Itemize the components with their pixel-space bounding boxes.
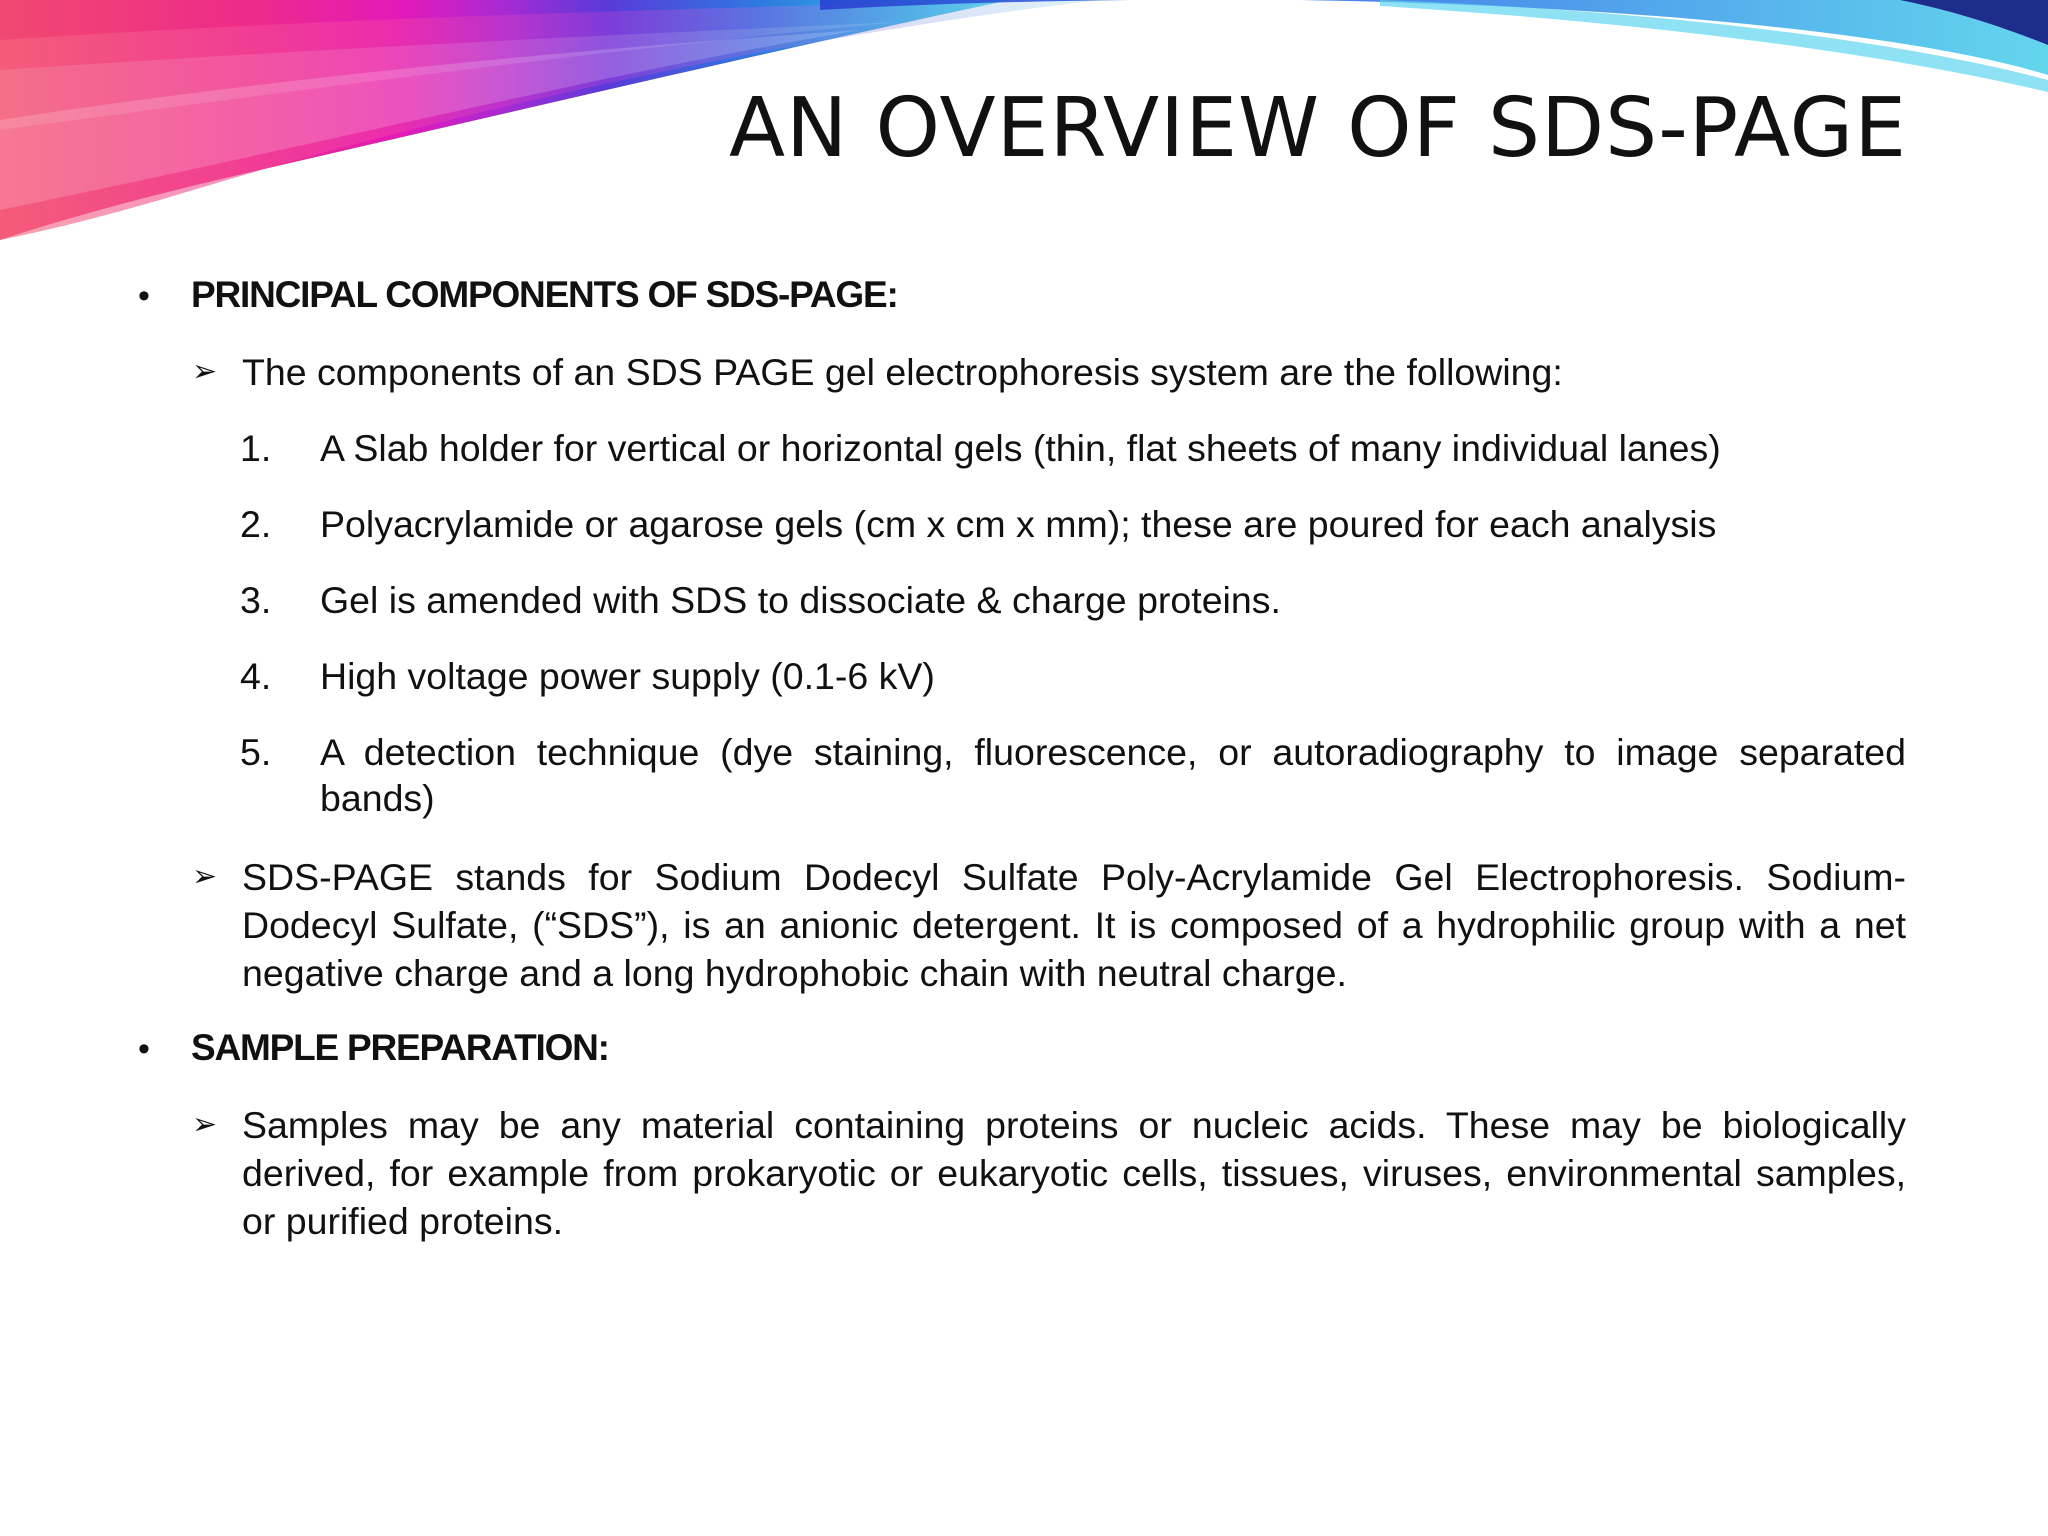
list-item <box>240 653 1906 699</box>
components-intro-text: The components of an SDS PAGE gel electrophoresis system are the following: <box>242 351 1563 393</box>
list-number: 5. <box>240 731 272 773</box>
sample-preparation-text: Samples may be any material containing proteins or nucleic acids. These may be biologically derived, for example from prokaryotic or eukaryotic cells, tissues, viruses, environmental samples, or purified proteins. <box>242 1104 1906 1242</box>
list-item-text: Gel is amended with SDS to dissociate & charge proteins. <box>320 579 1281 621</box>
list-item <box>240 729 1906 821</box>
slide-title: AN OVERVIEW OF SDS-PAGE <box>728 81 1907 176</box>
list-number: 1. <box>240 427 272 469</box>
arrow-bullet-icon: ➢ <box>192 355 218 388</box>
list-item-text: High voltage power supply (0.1-6 kV) <box>320 655 935 697</box>
heading-text: PRINCIPAL COMPONENTS OF SDS-PAGE: <box>191 274 898 315</box>
list-number: 2. <box>240 503 272 545</box>
arrow-bullet-icon: ➢ <box>192 1108 218 1141</box>
sds-page-definition-text: SDS-PAGE stands for Sodium Dodecyl Sulfate Poly-Acrylamide Gel Electrophoresis. Sodium-Dodecyl Sulfate, (“SDS”), is an anionic detergent. It is composed of a hydrophilic group with a net negative charge and a long hydrophobic chain with neutral charge. <box>242 856 1906 994</box>
section-heading-sample-preparation <box>138 1027 609 1069</box>
section-heading-principal-components <box>138 274 898 316</box>
list-item-text: A detection technique (dye staining, fluorescence, or autoradiography to image separated bands) <box>320 731 1906 819</box>
bullet-dot: • <box>138 1030 149 1068</box>
sample-preparation-item <box>192 1101 1906 1245</box>
arrow-bullet-icon: ➢ <box>192 860 218 893</box>
list-number: 3. <box>240 579 272 621</box>
list-item <box>240 425 1906 471</box>
list-item <box>240 577 1906 623</box>
sds-page-definition-item <box>192 853 1906 997</box>
list-number: 4. <box>240 655 272 697</box>
list-item-text: A Slab holder for vertical or horizontal gels (thin, flat sheets of many individual lanes) <box>320 427 1721 469</box>
heading-text: SAMPLE PREPARATION: <box>191 1027 609 1068</box>
components-intro-item <box>192 348 1906 396</box>
list-item <box>240 501 1906 547</box>
bullet-dot: • <box>138 277 149 315</box>
list-item-text: Polyacrylamide or agarose gels (cm x cm x mm); these are poured for each analysis <box>320 503 1717 545</box>
